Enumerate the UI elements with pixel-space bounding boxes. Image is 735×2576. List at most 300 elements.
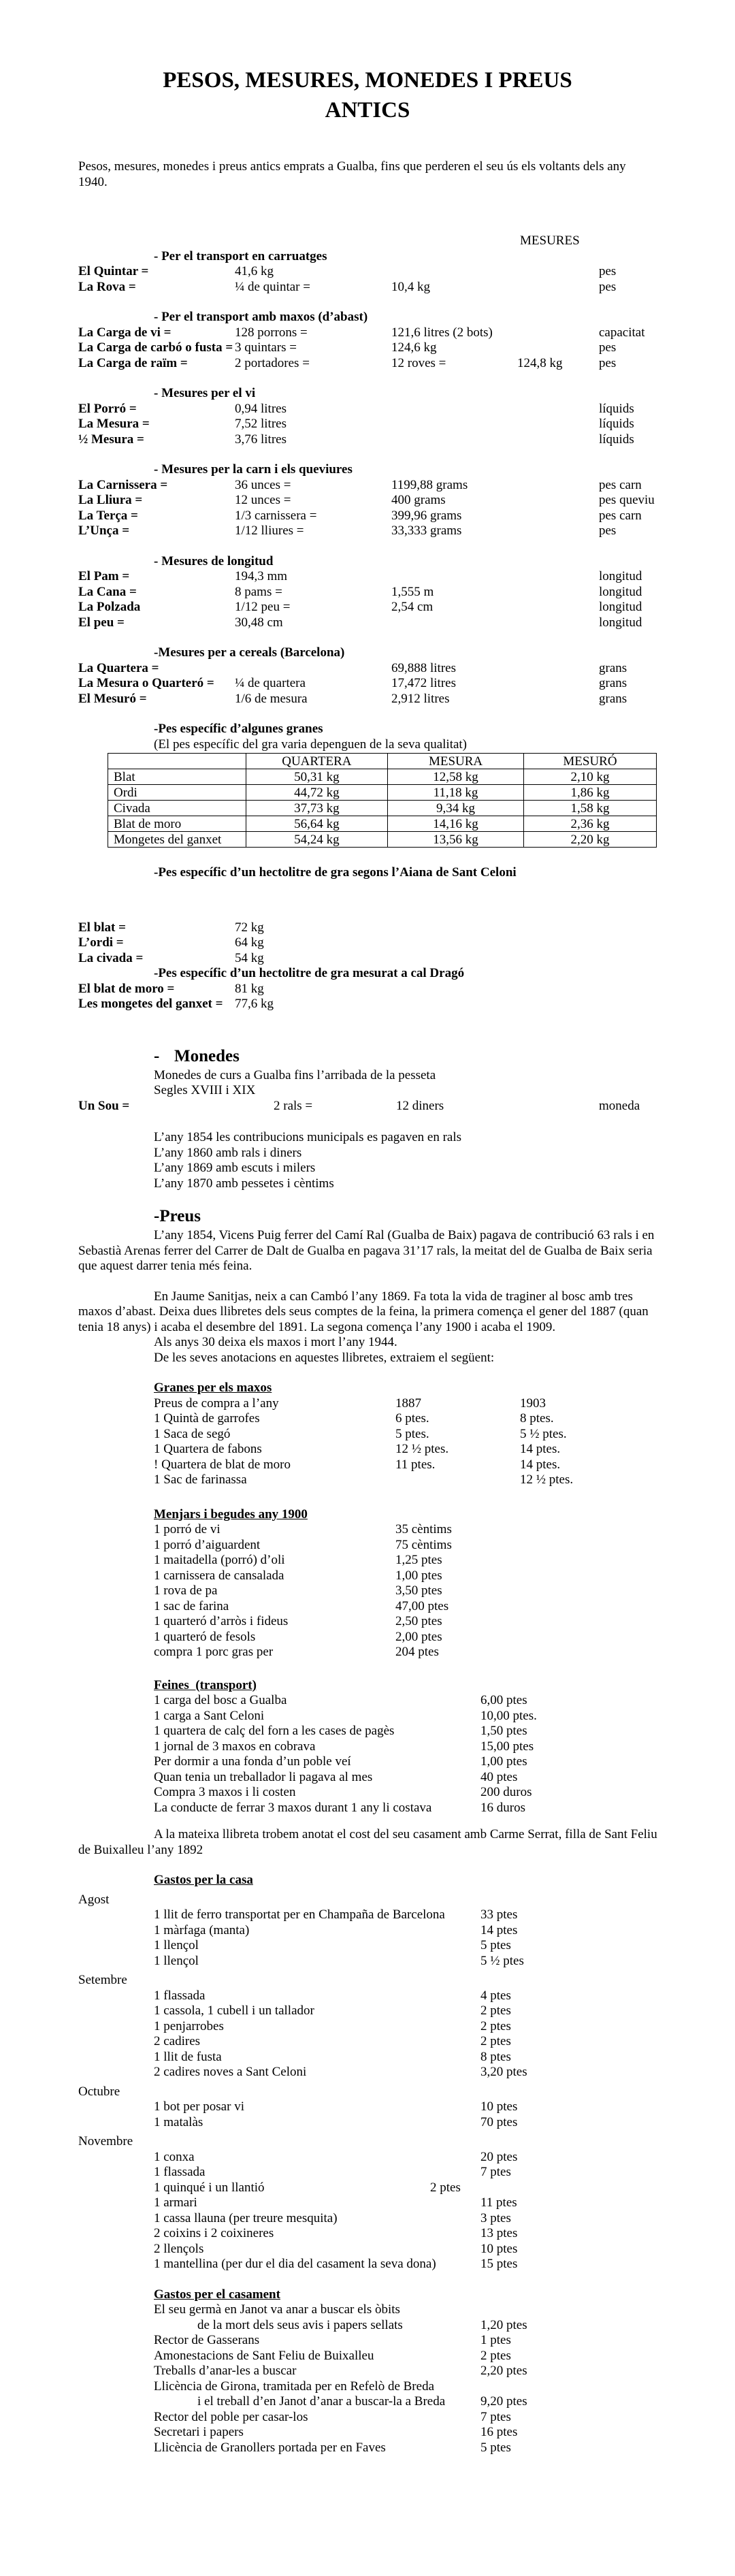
preus-paragraph-2: En Jaume Sanitjas, neix a can Cambó l’any 1869. Fa tota la vida de traginer al bosc amb tres maxos d’abast. Deixa dues llibretes dels seus comptes de la feina, la primera comença el gener del 1887 (quan tenia 18 anys) i acaba el desembre del 1891. La segona comença l’any 1900 i acaba el 1909. [78,1289,649,1334]
measure-row [78,692,657,707]
preus-heading: -Preus [154,1207,201,1225]
gastos-item-label: 2 llençols [154,2241,204,2256]
monedes-years [78,1130,657,1191]
menjars-item-row [154,1553,657,1568]
grain-name-cell: Civada [108,801,246,816]
casament-item-price: 16 ptes [480,2425,518,2439]
menjars-item-row [154,1614,657,1630]
casament-item-row [154,2425,657,2441]
grain-weight-cell: 2,20 kg [523,832,656,848]
gastos-item-price: 2 ptes [480,2003,511,2018]
grain-weight-cell: 9,34 kg [388,801,524,816]
measure-value-1: 1/12 lliures = [235,524,304,538]
measure-term: La Rova = [78,279,136,294]
gastos-item-price: 3 ptes [480,2210,511,2225]
measure-type: pes carn [599,477,642,492]
monedes-line: Segles XVIII i XIX [154,1083,256,1097]
grain-table [108,753,657,848]
gastos-item-label: 2 cadires [154,2034,201,2048]
menjars-item-label: 1 quarteró d’arròs i fideus [154,1614,289,1628]
granes-price-1887: 12 ½ ptes. [395,1442,449,1456]
granes-header-1903: 1903 [520,1396,546,1411]
measure-row [78,585,657,600]
feines-item-row [154,1754,657,1770]
menjars-item-row [154,1599,657,1615]
feines-item-price: 200 duros [480,1785,532,1799]
measure-value-2: 1199,88 grams [391,477,468,492]
measure-term: La Carnissera = [78,477,168,492]
casament-item-row [154,2318,657,2334]
page-title-line2: ANTICS [325,98,410,123]
measure-row [78,600,657,615]
gastos-item-price: 8 ptes [480,2049,511,2064]
measure-value-1: 1/3 carnissera = [235,508,317,523]
gastos-item-row [154,1938,657,1954]
gastos-item-row [154,1907,657,1923]
menjars-item-label: 1 carnissera de cansalada [154,1568,284,1583]
measure-type: longitud [599,584,642,599]
measure-type: pes [599,279,617,294]
granes-header-row [154,1396,657,1412]
gastos-item-label: 1 flassada [154,1988,206,2003]
intro-paragraph: Pesos, mesures, monedes i preus antics emprats a Gualba, fins que perderen el seu ús els voltants dels any 1940. [78,159,626,189]
hecto-term: El blat = [78,920,126,935]
measure-term: La Terça = [78,508,138,523]
casament-item-row [154,2379,657,2395]
casament-item-price: 1,20 ptes [480,2317,527,2332]
page-title [78,65,657,125]
gastos-item-label: 1 armari [154,2195,197,2210]
menjars-item-row [154,1522,657,1538]
sou-type: moneda [599,1098,640,1113]
grain-table-subheading: (El pes específic del gra varia depenguen de la seva qualitat) [154,737,468,752]
casament-item-label: i el treball d’en Janot d’anar a buscar-la a Breda [197,2394,446,2409]
granes-item-label: 1 Quartera de fabons [154,1442,262,1456]
grain-weight-cell: 13,56 kg [388,832,524,848]
gastos-item-row [154,2211,657,2227]
grain-weight-cell: 12,58 kg [388,769,524,785]
month-label: Setembre [78,1973,127,1987]
gastos-item-row [154,2115,657,2131]
grain-table-header-cell: MESURÓ [523,754,656,769]
casament-item-label: de la mort dels seus avis i papers sellats [197,2317,403,2332]
gastos-item-price: 2 ptes [480,2018,511,2033]
casament-rows [78,2302,657,2456]
gastos-item-price: 7 ptes [480,2165,511,2179]
gastos-item-row [154,2003,657,2019]
measure-value-2: 17,472 litres [391,676,456,690]
gastos-casa-heading: Gastos per la casa [154,1873,253,1887]
measure-section [78,310,657,371]
measure-term: La Cana = [78,584,137,599]
grain-table-container [78,753,657,848]
measure-term: La Carga de raïm = [78,355,188,370]
hecto-row [78,982,657,997]
mesures-section-label: MESURES [520,234,580,248]
granes-item-row [154,1411,657,1427]
gastos-item-price: 5 ½ ptes [480,1953,524,1968]
casament-item-label: Secretari i papers [154,2425,244,2439]
casament-item-price: 7 ptes [480,2409,511,2424]
hecto-row [78,920,657,936]
measure-type: pes [599,340,617,355]
casament-item-row [154,2441,657,2456]
measure-section [78,249,657,295]
feines-item-price: 40 ptes [480,1769,518,1784]
hecto-value: 81 kg [235,981,264,996]
measure-type: líquids [599,401,634,416]
measure-section-heading: - Per el transport amb maxos (d’abast) [154,310,368,324]
measure-value-2: 1,555 m [391,584,434,599]
measure-value-1: ¼ de quartera [235,676,306,690]
monedes-heading-dash: - [154,1046,160,1065]
measure-row [78,325,657,341]
hecto-value: 54 kg [235,950,264,965]
granes-item-label: ! Quartera de blat de moro [154,1457,291,1472]
feines-item-row [154,1801,657,1816]
hecto-value: 64 kg [235,935,264,950]
measure-row [78,356,657,372]
measure-section [78,386,657,447]
hecto-heading-cal-drago: -Pes específic d’un hectolitre de gra mesurat a cal Dragó [154,966,465,980]
grain-table-row [108,769,657,785]
measure-value-1: 0,94 litres [235,401,287,416]
feines-item-price: 6,00 ptes [480,1693,527,1707]
gastos-item-row [154,2165,657,2180]
feines-item-price: 15,00 ptes [480,1739,534,1754]
hecto-row [78,997,657,1012]
menjars-item-label: 1 porró d’aiguardent [154,1537,261,1552]
casament-item-row [154,2302,657,2318]
menjars-item-price: 3,50 ptes [395,1583,442,1598]
measure-type: grans [599,691,627,706]
measure-value-1: 36 unces = [235,477,291,492]
grain-table-heading: -Pes específic d’algunes granes [154,722,323,736]
measure-value-2: 400 grams [391,493,446,507]
gastos-item-price: 4 ptes [480,1988,511,2003]
gastos-item-row [154,2065,657,2080]
gastos-item-label: 1 cassola, 1 cubell i un tallador [154,2003,314,2018]
gastos-item-row [154,2150,657,2166]
measure-term: La Carga de carbó o fusta = [78,340,233,355]
measure-row [78,340,657,356]
granes-item-label: 1 Saca de segó [154,1426,231,1441]
hecto-term: La civada = [78,950,144,965]
measure-type: pes carn [599,508,642,523]
gastos-item-row [154,1989,657,2004]
granes-item-row [154,1458,657,1473]
month-label: Novembre [78,2134,133,2148]
menjars-item-label: 1 porró de vi [154,1522,220,1536]
monedes-section [78,1045,657,1192]
feines-item-label: Quan tenia un treballador li pagava al mes [154,1769,373,1784]
granes-item-row [154,1442,657,1458]
measure-type: longitud [599,600,642,614]
casament-item-price: 2,20 ptes [480,2364,527,2378]
casament-item-row [154,2394,657,2410]
measure-type: líquids [599,417,634,431]
measure-term: L’Unça = [78,524,130,538]
grain-table-header-cell: QUARTERA [246,754,388,769]
feines-item-label: Compra 3 maxos i li costen [154,1785,296,1799]
menjars-item-price: 35 cèntims [395,1522,452,1536]
grain-weight-cell: 50,31 kg [246,769,388,785]
measure-row [78,417,657,432]
measure-sections [78,249,657,707]
measure-type: líquids [599,432,634,447]
measure-row [78,478,657,494]
measure-term: ½ Mesura = [78,432,144,447]
gastos-item-row [154,2180,657,2196]
gastos-item-label: 1 llit de fusta [154,2049,222,2064]
gastos-item-label: 1 màrfaga (manta) [154,1922,250,1937]
sou-term: Un Sou = [78,1098,130,1113]
year-line: L’any 1869 amb escuts i milers [154,1161,316,1175]
measure-value-1: 128 porrons = [235,325,308,340]
monedes-line: Monedes de curs a Gualba fins l’arribada de la pesseta [154,1067,436,1082]
hecto-rows-sant-celoni [78,920,657,967]
casament-item-label: Rector de Gasserans [154,2333,260,2347]
menjars-item-label: compra 1 porc gras per [154,1645,274,1659]
gastos-item-price: 15 ptes [480,2257,518,2271]
year-line: L’any 1854 les contribucions municipals es pagaven en rals [154,1130,462,1144]
feines-item-row [154,1739,657,1755]
menjars-item-price: 2,00 ptes [395,1629,442,1644]
measure-value-1: 30,48 cm [235,615,283,630]
grain-weight-cell: 44,72 kg [246,785,388,801]
gastos-item-label: 2 cadires noves a Sant Celoni [154,2065,307,2079]
gastos-item-row [154,1923,657,1939]
menjars-item-row [154,1645,657,1660]
measure-value-1: 8 pams = [235,584,282,599]
measure-term: El Pam = [78,569,130,583]
measure-value-2: 69,888 litres [391,660,456,675]
casament-item-label: Rector del poble per casar-los [154,2409,308,2424]
measure-value-2: 10,4 kg [391,279,430,294]
preus-paragraph-1: L’any 1854, Vicens Puig ferrer del Camí Ral (Gualba de Baix) pagava de contribució 63 rals i en Sebastià Arenas ferrer del Carrer de Dalt de Gualba en pagava 31’17 rals, la meitat del de Gualba de Baix seria que aquest darrer tenia més feina. [78,1228,655,1273]
measure-value-1: 1/6 de mesura [235,691,308,706]
measure-row [78,569,657,585]
gastos-item-row [154,2242,657,2257]
measure-value-1: ¼ de quintar = [235,279,310,294]
measure-value-1: 7,52 litres [235,417,287,431]
casament-item-label: El seu germà en Janot va anar a buscar els òbits [154,2302,400,2317]
casament-item-label: Llicència de Granollers portada per en Faves [154,2440,386,2455]
granes-item-label: 1 Quintà de garrofes [154,1411,260,1426]
granes-price-1887: 11 ptes. [395,1457,436,1472]
feines-item-price: 10,00 ptes. [480,1708,537,1723]
gastos-item-label: 1 quinqué i un llantió [154,2180,265,2195]
month-label: Octubre [78,2084,120,2099]
grain-weight-cell: 1,86 kg [523,785,656,801]
hecto-value: 72 kg [235,920,264,935]
gastos-item-price: 11 ptes [480,2195,517,2210]
measure-value-1: 3,76 litres [235,432,287,447]
measure-value-2: 2,54 cm [391,600,434,614]
measure-row [78,676,657,692]
casament-item-label: Amonestacions de Sant Feliu de Buixalleu [154,2348,374,2363]
menjars-item-row [154,1630,657,1645]
gastos-item-price: 33 ptes [480,1907,518,1922]
grain-table-row [108,832,657,848]
gastos-item-label: 1 conxa [154,2149,195,2164]
monedes-heading [154,1045,657,1068]
measure-term: La Mesura = [78,417,150,431]
grain-table-row [108,816,657,832]
measure-value-2: 2,912 litres [391,691,450,706]
measure-term: La Quartera = [78,660,159,675]
measure-value-2: 12 roves = [391,355,446,370]
gastos-item-row [154,2034,657,2050]
gastos-item-label: 1 matalàs [154,2114,203,2129]
grain-table-header-cell: MESURA [388,754,524,769]
menjars-heading: Menjars i begudes any 1900 [154,1507,308,1522]
gastos-item-label: 1 bot per posar vi [154,2099,244,2114]
measure-row [78,402,657,417]
feines-item-label: 1 carga a Sant Celoni [154,1708,265,1723]
granes-price-1903: 12 ½ ptes. [520,1472,574,1487]
measure-row [78,661,657,677]
casament-item-row [154,2364,657,2379]
hecto-rows-cal-drago [78,982,657,1012]
year-line: L’any 1870 amb pessetes i cèntims [154,1176,334,1191]
granes-price-1903: 8 ptes. [520,1411,554,1426]
measure-row [78,493,657,509]
menjars-item-row [154,1568,657,1584]
gastos-item-row [154,1954,657,1969]
grain-name-cell: Blat de moro [108,816,246,832]
feines-item-label: 1 jornal de 3 maxos en cobrava [154,1739,316,1754]
month-label: Agost [78,1892,110,1907]
measure-row [78,524,657,539]
granes-header-label: Preus de compra a l’any [154,1396,279,1411]
measure-section-heading: - Per el transport en carruatges [154,248,327,263]
feines-item-price: 1,50 ptes [480,1724,527,1738]
gastos-item-row [154,2050,657,2065]
feines-item-label: Per dormir a una fonda d’un poble veí [154,1754,351,1769]
granes-item-label: 1 Sac de farinassa [154,1472,247,1487]
measure-value-3: 124,8 kg [517,355,563,370]
menjars-item-price: 204 ptes [395,1645,439,1659]
menjars-item-label: 1 maitadella (porró) d’oli [154,1553,285,1567]
casament-heading: Gastos per el casament [154,2287,280,2302]
menjars-item-price: 75 cèntims [395,1537,452,1552]
feines-item-label: La conducte de ferrar 3 maxos durant 1 any li costava [154,1800,432,1815]
casament-item-label: Treballs d’anar-les a buscar [154,2364,297,2378]
feines-rows [78,1693,657,1816]
measure-section-heading: -Mesures per a cereals (Barcelona) [154,645,345,660]
measure-value-2: 121,6 litres (2 bots) [391,325,493,340]
grain-weight-cell: 2,36 kg [523,816,656,832]
measure-type: longitud [599,615,642,630]
gastos-item-row [154,2226,657,2242]
menjars-rows [78,1522,657,1660]
gastos-item-label: 1 llit de ferro transportat per en Champaña de Barcelona [154,1907,445,1922]
gastos-item-label: 1 llençol [154,1938,199,1952]
feines-item-row [154,1709,657,1724]
hecto-term: Les mongetes del ganxet = [78,997,223,1011]
grain-table-header-cell [108,754,246,769]
casament-item-row [154,2333,657,2349]
measure-type: grans [599,660,627,675]
menjars-item-label: 1 quarteró de fesols [154,1629,256,1644]
hecto-heading-sant-celoni: -Pes específic d’un hectolitre de gra segons l’Aiana de Sant Celoni [154,865,517,880]
casament-item-row [154,2349,657,2364]
gastos-item-price: 2 ptes [480,2034,511,2048]
gastos-item-label: 1 cassa llauna (per treure mesquita) [154,2210,338,2225]
gastos-item-row [154,2195,657,2211]
hecto-term: L’ordi = [78,935,124,950]
casament-note: A la mateixa llibreta trobem anotat el cost del seu casament amb Carme Serrat, filla de Sant Feliu de Buixalleu l’any 1892 [78,1827,657,1857]
measure-value-2: 33,333 grams [391,524,462,538]
granes-header-1887: 1887 [395,1396,421,1411]
hecto-row [78,951,657,967]
measure-value-2: 399,96 grams [391,508,462,523]
sou-value-rals: 2 rals = [274,1098,313,1113]
measure-term: El peu = [78,615,125,630]
casament-item-label: Llicència de Girona, tramitada per en Refelò de Breda [154,2379,434,2394]
feines-item-price: 1,00 ptes [480,1754,527,1769]
sou-value-diners: 12 diners [396,1098,444,1113]
preus-line-anotacions: De les seves anotacions en aquestes llibretes, extraiem el següent: [154,1350,495,1365]
measure-type: longitud [599,569,642,583]
gastos-item-row [154,2019,657,2035]
granes-heading: Granes per els maxos [154,1381,272,1395]
measure-type: capacitat [599,325,645,340]
gastos-item-label: 2 coixins i 2 coixineres [154,2226,274,2240]
grain-weight-cell: 11,18 kg [388,785,524,801]
granes-price-1903: 14 ptes. [520,1442,561,1456]
granes-item-row [154,1427,657,1443]
gastos-item-row [154,2257,657,2272]
feines-item-row [154,1770,657,1786]
measure-section-heading: - Mesures per la carn i els queviures [154,462,353,477]
gastos-item-price: 10 ptes [480,2099,518,2114]
measure-row [78,432,657,448]
feines-item-row [154,1693,657,1709]
grain-weight-cell: 54,24 kg [246,832,388,848]
gastos-item-price: 14 ptes [480,1922,518,1937]
casament-item-price: 1 ptes [480,2333,511,2347]
measure-term: La Polzada [78,600,141,614]
measure-term: La Lliura = [78,493,143,507]
granes-rows [78,1411,657,1488]
measure-value-1: 12 unces = [235,493,291,507]
gastos-item-price: 5 ptes [480,1938,511,1952]
granes-item-row [154,1472,657,1488]
monedes-heading-text: Monedes [174,1046,240,1065]
granes-price-1903: 5 ½ ptes. [520,1426,567,1441]
measure-term: La Mesura o Quarteró = [78,676,214,690]
grain-name-cell: Mongetes del ganxet [108,832,246,848]
measure-row [78,280,657,295]
feines-item-price: 16 duros [480,1800,525,1815]
grain-weight-cell: 1,58 kg [523,801,656,816]
granes-price-1887: 5 ptes. [395,1426,429,1441]
measure-type: pes [599,264,617,278]
feines-item-label: 1 quartera de calç del forn a les cases de pagès [154,1724,395,1738]
menjars-item-price: 2,50 ptes [395,1614,442,1628]
measure-section [78,645,657,707]
sou-row [78,1099,657,1114]
grain-name-cell: Blat [108,769,246,785]
measure-term: La Carga de vi = [78,325,172,340]
feines-item-row [154,1724,657,1739]
measure-type: grans [599,676,627,690]
measure-value-1: 41,6 kg [235,264,274,278]
gastos-item-label: 1 penjarrobes [154,2018,224,2033]
grain-table-row [108,801,657,816]
